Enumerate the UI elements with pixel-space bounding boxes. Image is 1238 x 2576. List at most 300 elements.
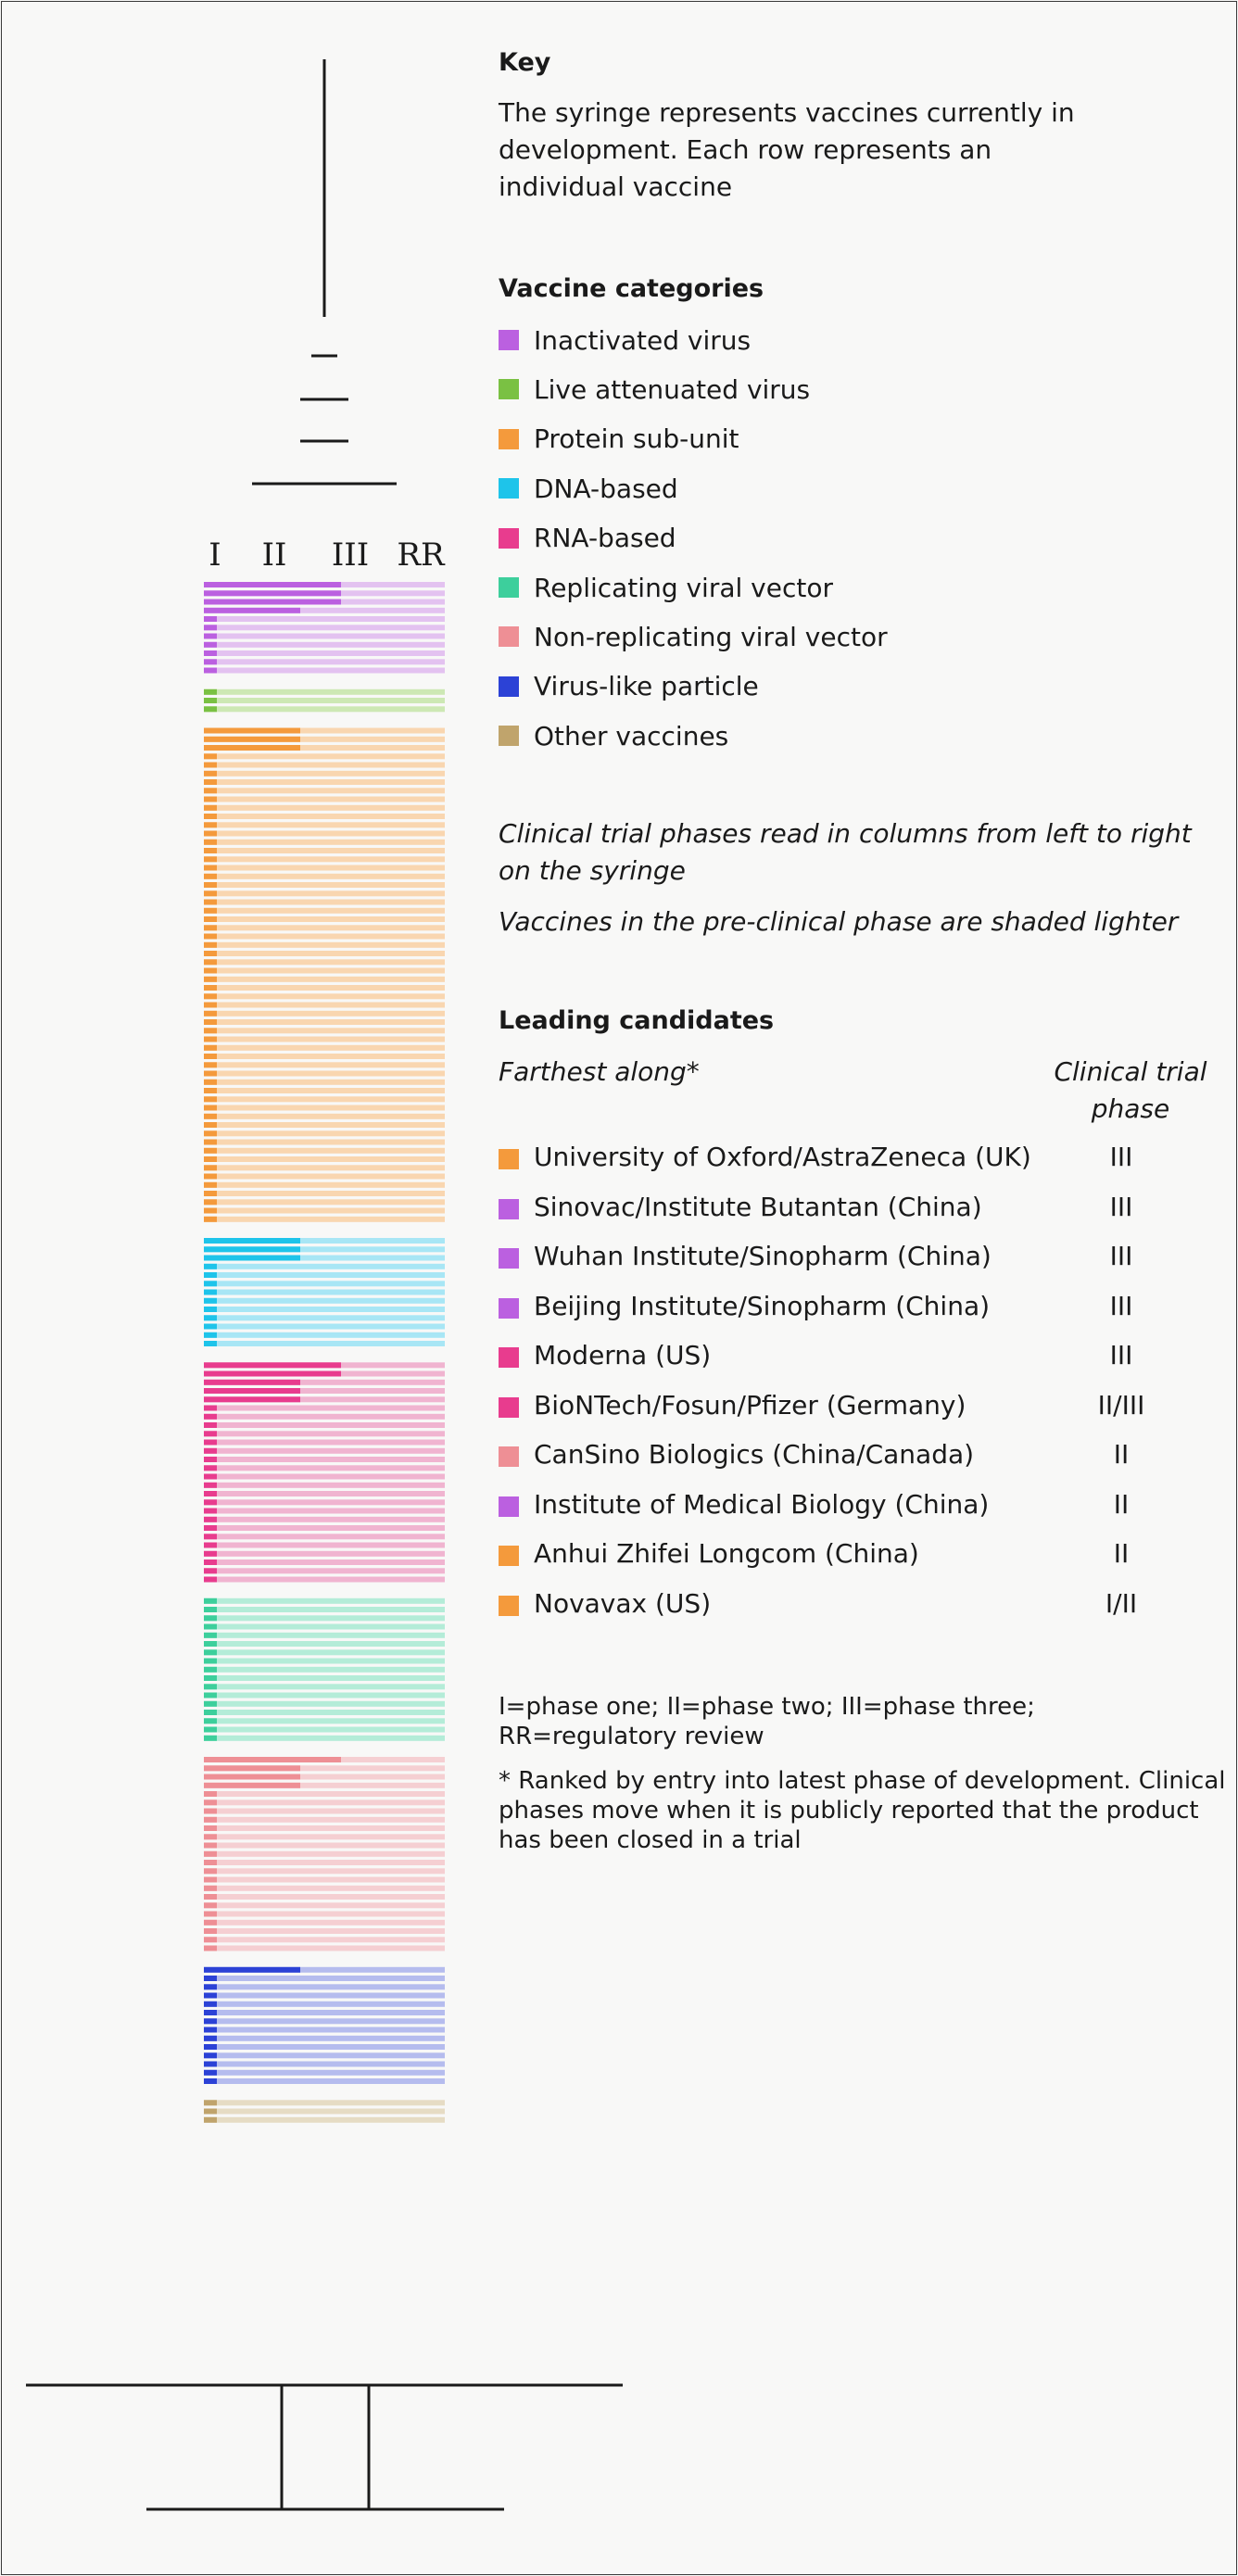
- vaccine-row-bg: [204, 1491, 445, 1496]
- legend-item: [499, 671, 759, 702]
- vaccine-row-phase: [204, 1920, 217, 1926]
- vaccine-row-bg: [204, 1577, 445, 1583]
- vaccine-row-bg: [204, 1902, 445, 1908]
- vaccine-row-bg: [204, 1298, 445, 1304]
- vaccine-row-bg: [204, 1825, 445, 1831]
- vaccine-row-bg: [204, 1701, 445, 1707]
- vaccine-row-phase: [204, 1860, 217, 1865]
- vaccine-row-phase: [204, 1238, 300, 1244]
- vaccine-row-phase: [204, 2078, 217, 2084]
- vaccine-row-phase: [204, 1011, 217, 1017]
- vaccine-row-phase: [204, 874, 217, 879]
- candidate-row: [499, 1390, 1166, 1427]
- vaccine-row-bg: [204, 1534, 445, 1539]
- vaccine-row-bg: [204, 1624, 445, 1630]
- vaccine-row-bg: [204, 1290, 445, 1295]
- vaccine-row-phase: [204, 689, 217, 695]
- vaccine-row-bg: [204, 1912, 445, 1917]
- vaccine-row-phase: [204, 1080, 217, 1085]
- vaccine-row-phase: [204, 659, 217, 664]
- vaccine-row-phase: [204, 1799, 217, 1805]
- vaccine-row-bg: [204, 1199, 445, 1205]
- vaccine-row-phase: [204, 951, 217, 956]
- vaccine-row-bg: [204, 2001, 445, 2007]
- vaccine-row-bg: [204, 1045, 445, 1051]
- vaccine-row-phase: [204, 1422, 217, 1428]
- vaccine-row-bg: [204, 1080, 445, 1085]
- vaccine-row-phase: [204, 1388, 300, 1394]
- vaccine-row-phase: [204, 1371, 341, 1377]
- vaccine-row-bg: [204, 1414, 445, 1420]
- vaccine-row-phase: [204, 1834, 217, 1839]
- vaccine-row-bg: [204, 934, 445, 940]
- vaccine-row-phase: [204, 1851, 217, 1857]
- vaccine-row-bg: [204, 1483, 445, 1488]
- candidate-phase: I/II: [1105, 1587, 1138, 1619]
- vaccine-row-bg: [204, 1633, 445, 1638]
- vaccine-row-bg: [204, 1598, 445, 1604]
- vaccine-row-phase: [204, 1727, 217, 1733]
- vaccine-row-bg: [204, 1465, 445, 1471]
- legend-label: Virus-like particle: [534, 671, 759, 702]
- vaccine-row-bg: [204, 882, 445, 888]
- vaccine-row-bg: [204, 2117, 445, 2123]
- vaccine-row-phase: [204, 1096, 217, 1102]
- vaccine-row-phase: [204, 1414, 217, 1420]
- candidate-phase: III: [1109, 1290, 1133, 1321]
- vaccine-row-phase: [204, 1568, 217, 1573]
- vaccine-row-bg: [204, 668, 445, 674]
- vaccine-row-bg: [204, 1182, 445, 1188]
- candidate-row: [499, 1192, 1166, 1229]
- vaccine-row-bg: [204, 1071, 445, 1077]
- vaccine-row-bg: [204, 1281, 445, 1286]
- vaccine-row-phase: [204, 822, 217, 827]
- vaccine-row-bg: [204, 1165, 445, 1170]
- vaccine-row-bg: [204, 1684, 445, 1689]
- legend-label: Inactivated virus: [534, 324, 752, 356]
- legend-swatch: [499, 379, 519, 399]
- vaccine-row-bg: [204, 856, 445, 862]
- candidate-phase: II: [1113, 1488, 1130, 1520]
- vaccine-row-phase: [204, 2052, 217, 2058]
- vaccine-row-bg: [204, 1791, 445, 1797]
- vaccine-row-phase: [204, 1534, 217, 1539]
- vaccine-row-phase: [204, 1208, 217, 1214]
- legend-item: [499, 572, 833, 603]
- legend-swatch: [499, 429, 519, 449]
- vaccine-row-phase: [204, 706, 217, 712]
- vaccine-row-phase: [204, 1937, 217, 1942]
- vaccine-row-bg: [204, 1156, 445, 1162]
- vaccine-row-phase: [204, 1199, 217, 1205]
- vaccine-row-phase: [204, 1191, 217, 1196]
- vaccine-row-bg: [204, 831, 445, 837]
- column-label-ii: II: [261, 537, 287, 574]
- vaccine-row-phase: [204, 616, 217, 622]
- vaccine-row-phase: [204, 779, 217, 785]
- vaccine-row-bg: [204, 2052, 445, 2058]
- vaccine-row-bg: [204, 1976, 445, 1981]
- vaccine-row-phase: [204, 1641, 217, 1647]
- vaccine-row-bg: [204, 1457, 445, 1462]
- vaccine-row-bg: [204, 1130, 445, 1136]
- legend-label: RNA-based: [534, 523, 676, 554]
- vaccine-row-bg: [204, 908, 445, 914]
- vaccine-row-bg: [204, 1894, 445, 1900]
- vaccine-row-phase: [204, 1825, 217, 1831]
- candidate-phase: III: [1109, 1142, 1133, 1172]
- vaccine-row-bg: [204, 822, 445, 827]
- vaccine-row-bg: [204, 1799, 445, 1805]
- vaccine-row-phase: [204, 1675, 217, 1681]
- categories-title: Vaccine categories: [499, 274, 764, 303]
- legend-swatch: [499, 676, 519, 697]
- vaccine-row-phase: [204, 1633, 217, 1638]
- candidate-name: Novavax (US): [534, 1587, 712, 1619]
- vaccine-row-bg: [204, 993, 445, 999]
- vaccine-row-bg: [204, 1615, 445, 1621]
- vaccine-row-bg: [204, 1174, 445, 1180]
- vaccine-row-phase: [204, 1928, 217, 1934]
- candidate-swatch: [499, 1446, 519, 1467]
- candidate-row: [499, 1291, 1166, 1328]
- vaccine-row-phase: [204, 1256, 300, 1261]
- vaccine-row-phase: [204, 1736, 217, 1741]
- vaccine-row-phase: [204, 1281, 217, 1286]
- vaccine-row-bg: [204, 1641, 445, 1647]
- vaccine-row-phase: [204, 2100, 217, 2105]
- vaccine-row-bg: [204, 1217, 445, 1222]
- legend-label: Replicating viral vector: [534, 572, 833, 603]
- vaccine-row-phase: [204, 1130, 217, 1136]
- phase-note-preclinical: Vaccines in the pre-clinical phase are shaded lighter: [499, 906, 1179, 937]
- vaccine-row-phase: [204, 737, 300, 742]
- vaccine-row-bg: [204, 2027, 445, 2033]
- vaccine-row-phase: [204, 1071, 217, 1077]
- vaccine-row-phase: [204, 1037, 217, 1042]
- leading-col-right: Clinical trial phase: [1054, 1056, 1207, 1124]
- legend-label: Protein sub-unit: [534, 423, 739, 455]
- vaccine-row-phase: [204, 2018, 217, 2024]
- vaccine-row-bg: [204, 1054, 445, 1059]
- vaccine-row-phase: [204, 1757, 341, 1762]
- vaccine-row-phase: [204, 1710, 217, 1715]
- vaccine-row-phase: [204, 1976, 217, 1981]
- vaccine-row-bg: [204, 763, 445, 768]
- vaccine-row-phase: [204, 1324, 217, 1330]
- legend-label: Non-replicating viral vector: [534, 621, 888, 652]
- legend-label: DNA-based: [534, 473, 678, 504]
- vaccine-row-phase: [204, 608, 300, 613]
- vaccine-row-phase: [204, 1607, 217, 1612]
- candidate-name: Anhui Zhifei Longcom (China): [534, 1538, 919, 1569]
- legend-item: [499, 324, 751, 356]
- vaccine-row-bg: [204, 1718, 445, 1724]
- vaccine-row-phase: [204, 1448, 217, 1454]
- vaccine-row-phase: [204, 788, 217, 793]
- vaccine-row-phase: [204, 1307, 217, 1312]
- vaccine-row-phase: [204, 1165, 217, 1170]
- vaccine-row-bg: [204, 1984, 445, 1989]
- vaccine-row-phase: [204, 1894, 217, 1900]
- vaccine-row-phase: [204, 698, 217, 703]
- vaccine-row-bg: [204, 1191, 445, 1196]
- vaccine-row-phase: [204, 1598, 217, 1604]
- vaccine-row-phase: [204, 1984, 217, 1989]
- candidate-name: Beijing Institute/Sinopharm (China): [534, 1290, 991, 1321]
- vaccine-row-bg: [204, 874, 445, 879]
- vaccine-row-bg: [204, 1341, 445, 1346]
- vaccine-row-bg: [204, 1675, 445, 1681]
- candidate-row: [499, 1340, 1166, 1377]
- candidate-phase: III: [1109, 1191, 1133, 1222]
- vaccine-row-bg: [204, 1324, 445, 1330]
- vaccine-row-phase: [204, 650, 217, 656]
- column-label-i: I: [208, 537, 221, 574]
- vaccine-row-phase: [204, 1774, 300, 1780]
- vaccine-row-bg: [204, 797, 445, 802]
- vaccine-row-bg: [204, 1028, 445, 1033]
- vaccine-row-bg: [204, 650, 445, 656]
- candidate-swatch: [499, 1248, 519, 1269]
- vaccine-row-bg: [204, 1517, 445, 1522]
- legend-item: [499, 523, 676, 554]
- vaccine-row-bg: [204, 1003, 445, 1008]
- vaccine-row-bg: [204, 1307, 445, 1312]
- vaccine-row-phase: [204, 1148, 217, 1154]
- candidate-row: [499, 1241, 1166, 1278]
- vaccine-row-bg: [204, 1448, 445, 1454]
- vaccine-row-phase: [204, 1886, 217, 1891]
- legend-label: Other vaccines: [534, 720, 729, 751]
- vaccine-row-bg: [204, 771, 445, 777]
- vaccine-row-bg: [204, 1946, 445, 1951]
- vaccine-row-phase: [204, 1509, 217, 1514]
- vaccine-row-phase: [204, 1718, 217, 1724]
- candidate-swatch: [499, 1397, 519, 1418]
- vaccine-row-phase: [204, 2044, 217, 2050]
- vaccine-row-bg: [204, 968, 445, 974]
- vaccine-row-bg: [204, 848, 445, 853]
- vaccine-row-phase: [204, 1465, 217, 1471]
- vaccine-row-bg: [204, 1114, 445, 1119]
- legend-item: [499, 373, 810, 405]
- vaccine-row-bg: [204, 942, 445, 948]
- leading-col-left: Farthest along*: [499, 1056, 700, 1087]
- vaccine-row-phase: [204, 1431, 217, 1436]
- candidate-name: Sinovac/Institute Butantan (China): [534, 1191, 982, 1222]
- vaccine-row-phase: [204, 728, 300, 734]
- candidate-name: Wuhan Institute/Sinopharm (China): [534, 1241, 992, 1271]
- vaccine-row-phase: [204, 1649, 217, 1655]
- vaccine-row-bg: [204, 1088, 445, 1093]
- candidate-swatch: [499, 1347, 519, 1368]
- legend-swatch: [499, 330, 519, 350]
- vaccine-row-phase: [204, 2036, 217, 2041]
- vaccine-row-bg: [204, 1474, 445, 1480]
- vaccine-row-bg: [204, 2100, 445, 2105]
- vaccine-row-bg: [204, 1543, 445, 1548]
- vaccine-row-phase: [204, 2027, 217, 2033]
- vaccine-row-phase: [204, 1693, 217, 1698]
- vaccine-row-phase: [204, 1667, 217, 1673]
- vaccine-row-bg: [204, 2078, 445, 2084]
- vaccine-row-phase: [204, 840, 217, 845]
- vaccine-row-phase: [204, 1809, 217, 1814]
- vaccine-row-bg: [204, 1843, 445, 1849]
- vaccine-row-phase: [204, 771, 217, 777]
- candidate-swatch: [499, 1496, 519, 1517]
- vaccine-row-phase: [204, 805, 217, 811]
- vaccine-row-phase: [204, 1380, 300, 1385]
- vaccine-row-bg: [204, 1568, 445, 1573]
- vaccine-row-phase: [204, 1114, 217, 1119]
- vaccine-row-bg: [204, 1422, 445, 1428]
- vaccine-row-phase: [204, 865, 217, 871]
- vaccine-row-bg: [204, 1011, 445, 1017]
- vaccine-row-phase: [204, 1122, 217, 1128]
- vaccine-row-phase: [204, 1912, 217, 1917]
- vaccine-row-phase: [204, 908, 217, 914]
- vaccine-row-bg: [204, 814, 445, 819]
- vaccine-row-phase: [204, 1272, 217, 1278]
- vaccine-row-bg: [204, 1817, 445, 1823]
- vaccine-row-phase: [204, 1290, 217, 1295]
- vaccine-row-bg: [204, 698, 445, 703]
- vaccine-row-bg: [204, 865, 445, 871]
- vaccine-row-bg: [204, 616, 445, 622]
- vaccine-row-bg: [204, 788, 445, 793]
- vaccine-row-phase: [204, 1406, 217, 1411]
- vaccine-row-phase: [204, 1045, 217, 1051]
- legend-swatch: [499, 528, 519, 549]
- vaccine-row-bg: [204, 642, 445, 648]
- vaccine-row-phase: [204, 1457, 217, 1462]
- vaccine-row-phase: [204, 753, 217, 759]
- vaccine-row-bg: [204, 805, 445, 811]
- vaccine-row-phase: [204, 1105, 217, 1111]
- candidate-name: CanSino Biologics (China/Canada): [534, 1439, 975, 1470]
- vaccine-row-phase: [204, 1396, 300, 1402]
- vaccine-row-bg: [204, 1208, 445, 1214]
- vaccine-row-phase: [204, 959, 217, 965]
- vaccine-row-phase: [204, 1517, 217, 1522]
- vaccine-row-phase: [204, 1474, 217, 1480]
- vaccine-row-phase: [204, 1298, 217, 1304]
- candidate-name: BioNTech/Fosun/Pfizer (Germany): [534, 1389, 966, 1421]
- vaccine-row-phase: [204, 668, 217, 674]
- vaccine-row-phase: [204, 2001, 217, 2007]
- vaccine-row-phase: [204, 1362, 341, 1368]
- vaccine-row-phase: [204, 1341, 217, 1346]
- vaccine-row-phase: [204, 856, 217, 862]
- vaccine-row-phase: [204, 1817, 217, 1823]
- legend-item: [499, 423, 739, 455]
- legend-item: [499, 473, 678, 504]
- vaccine-row-phase: [204, 1783, 300, 1788]
- vaccine-row-phase: [204, 1843, 217, 1849]
- vaccine-row-bg: [204, 1993, 445, 1999]
- vaccine-row-bg: [204, 634, 445, 639]
- vaccine-row-phase: [204, 1483, 217, 1488]
- vaccine-row-bg: [204, 1019, 445, 1025]
- vaccine-row-phase: [204, 1559, 217, 1565]
- vaccine-row-phase: [204, 1088, 217, 1093]
- vaccine-row-phase: [204, 2109, 217, 2115]
- vaccine-row-phase: [204, 1877, 217, 1883]
- candidate-name: University of Oxford/AstraZeneca (UK): [534, 1142, 1031, 1172]
- vaccine-row-bg: [204, 2010, 445, 2015]
- vaccine-row-phase: [204, 831, 217, 837]
- candidate-swatch: [499, 1149, 519, 1169]
- vaccine-row-phase: [204, 1993, 217, 1999]
- vaccine-row-bg: [204, 1693, 445, 1698]
- abbrev-note: I=phase one; II=phase two; III=phase three; RR=regulatory review: [499, 1693, 1035, 1750]
- vaccine-row-phase: [204, 1217, 217, 1222]
- legend-item: [499, 621, 888, 652]
- vaccine-row-bg: [204, 1851, 445, 1857]
- vaccine-row-phase: [204, 1019, 217, 1025]
- vaccine-row-phase: [204, 1174, 217, 1180]
- vaccine-row-bg: [204, 706, 445, 712]
- vaccine-row-phase: [204, 1054, 217, 1059]
- vaccine-row-phase: [204, 814, 217, 819]
- column-labels: [208, 537, 446, 574]
- vaccine-row-phase: [204, 1525, 217, 1531]
- syringe-plunger: [252, 59, 397, 484]
- candidate-name: Institute of Medical Biology (China): [534, 1488, 990, 1520]
- vaccine-row-bg: [204, 689, 445, 695]
- vaccine-row-bg: [204, 951, 445, 956]
- vaccine-row-phase: [204, 642, 217, 648]
- vaccine-row-bg: [204, 1727, 445, 1733]
- candidate-row: [499, 1439, 1166, 1476]
- vaccine-row-bg: [204, 1037, 445, 1042]
- vaccine-row-phase: [204, 1246, 300, 1252]
- vaccine-row-bg: [204, 985, 445, 991]
- vaccine-row-phase: [204, 1946, 217, 1951]
- vaccine-row-phase: [204, 1765, 300, 1771]
- vaccine-row-phase: [204, 1140, 217, 1145]
- vaccine-row-bg: [204, 1607, 445, 1612]
- legend-swatch: [499, 478, 519, 499]
- vaccine-row-bg: [204, 779, 445, 785]
- vaccine-row-bg: [204, 1264, 445, 1269]
- vaccine-row-bg: [204, 1659, 445, 1664]
- vaccine-row-bg: [204, 1809, 445, 1814]
- vaccine-row-bg: [204, 1928, 445, 1934]
- vaccine-row-bg: [204, 1860, 445, 1865]
- vaccine-row-bg: [204, 2109, 445, 2115]
- vaccine-row-phase: [204, 1440, 217, 1446]
- vaccine-row-bg: [204, 890, 445, 896]
- vaccine-row-bg: [204, 625, 445, 630]
- vaccine-row-bg: [204, 659, 445, 664]
- legend-swatch: [499, 726, 519, 746]
- vaccine-row-phase: [204, 1315, 217, 1320]
- vaccine-row-phase: [204, 934, 217, 940]
- vaccine-row-phase: [204, 797, 217, 802]
- vaccine-row-phase: [204, 2062, 217, 2067]
- vaccine-row-bg: [204, 959, 445, 965]
- candidate-swatch: [499, 1546, 519, 1566]
- vaccine-row-phase: [204, 882, 217, 888]
- vaccine-row-phase: [204, 2117, 217, 2123]
- legend-label: Live attenuated virus: [534, 373, 811, 405]
- vaccine-row-bg: [204, 1431, 445, 1436]
- vaccine-row-bg: [204, 1525, 445, 1531]
